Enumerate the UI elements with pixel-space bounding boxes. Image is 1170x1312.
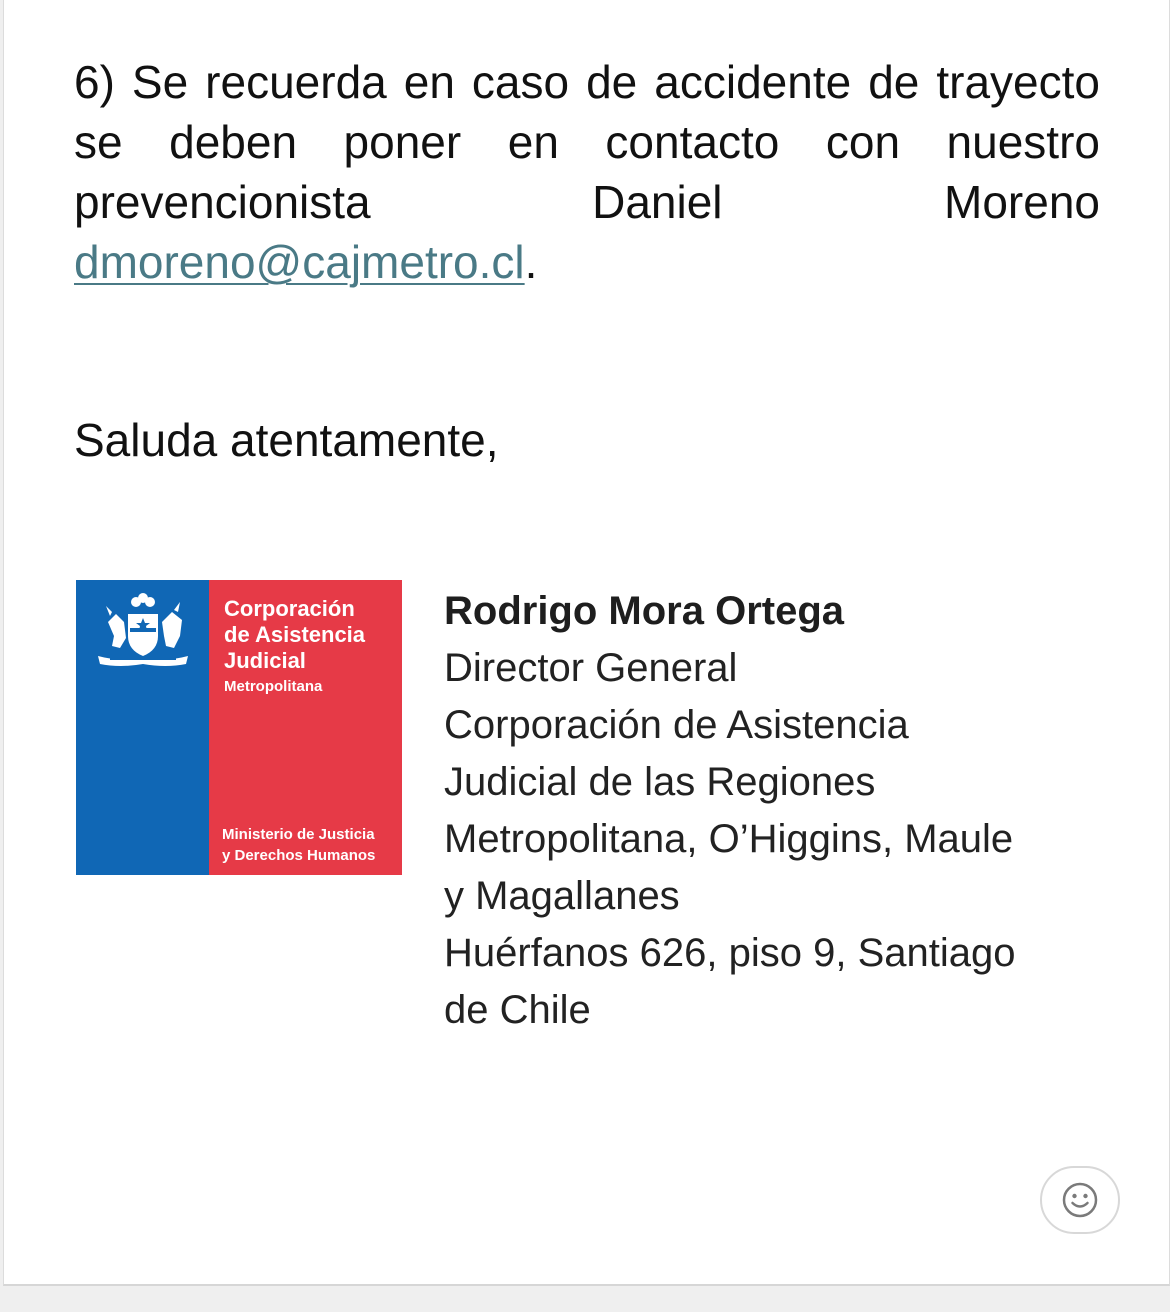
- signature-org-line: Corporación de Asistencia: [444, 703, 909, 747]
- notice-period: .: [524, 236, 538, 288]
- signature-org-line: y Magallanes: [444, 874, 680, 918]
- email-link[interactable]: dmoreno@cajmetro.cl: [74, 236, 525, 288]
- closing-text: Saluda atentamente,: [74, 414, 499, 466]
- signature-org-line: Metropolitana, O’Higgins, Maule: [444, 817, 1014, 861]
- logo-red-panel: [209, 580, 402, 875]
- signature-address-line: de Chile: [444, 988, 591, 1032]
- smiley-icon: [1061, 1181, 1099, 1219]
- notice-paragraph: [74, 52, 1100, 292]
- coat-of-arms-icon: [90, 592, 196, 670]
- notice-text: 6) Se recuerda en caso de accidente de trayecto se deben poner en contacto con nuestro prevencionista Daniel Moreno: [74, 56, 1100, 228]
- signature-block: [444, 583, 1104, 1039]
- logo-blue-panel: [76, 580, 209, 875]
- logo-title: Corporación de Asistencia Judicial: [224, 596, 366, 673]
- signature-name: Rodrigo Mora Ortega: [444, 589, 845, 633]
- bottom-bar: [0, 1286, 1170, 1312]
- institution-logo: [76, 580, 402, 875]
- logo-ministry: Ministerio de Justicia y Derechos Humanos: [222, 826, 376, 864]
- signature-org-line: Judicial de las Regiones: [444, 760, 876, 804]
- signature-address-line: Huérfanos 626, piso 9, Santiago: [444, 931, 1016, 975]
- add-reaction-button[interactable]: [1040, 1166, 1120, 1234]
- email-body: [3, 0, 1170, 1286]
- logo-subtitle: Metropolitana: [224, 678, 323, 695]
- signature-position: Director General: [444, 646, 738, 690]
